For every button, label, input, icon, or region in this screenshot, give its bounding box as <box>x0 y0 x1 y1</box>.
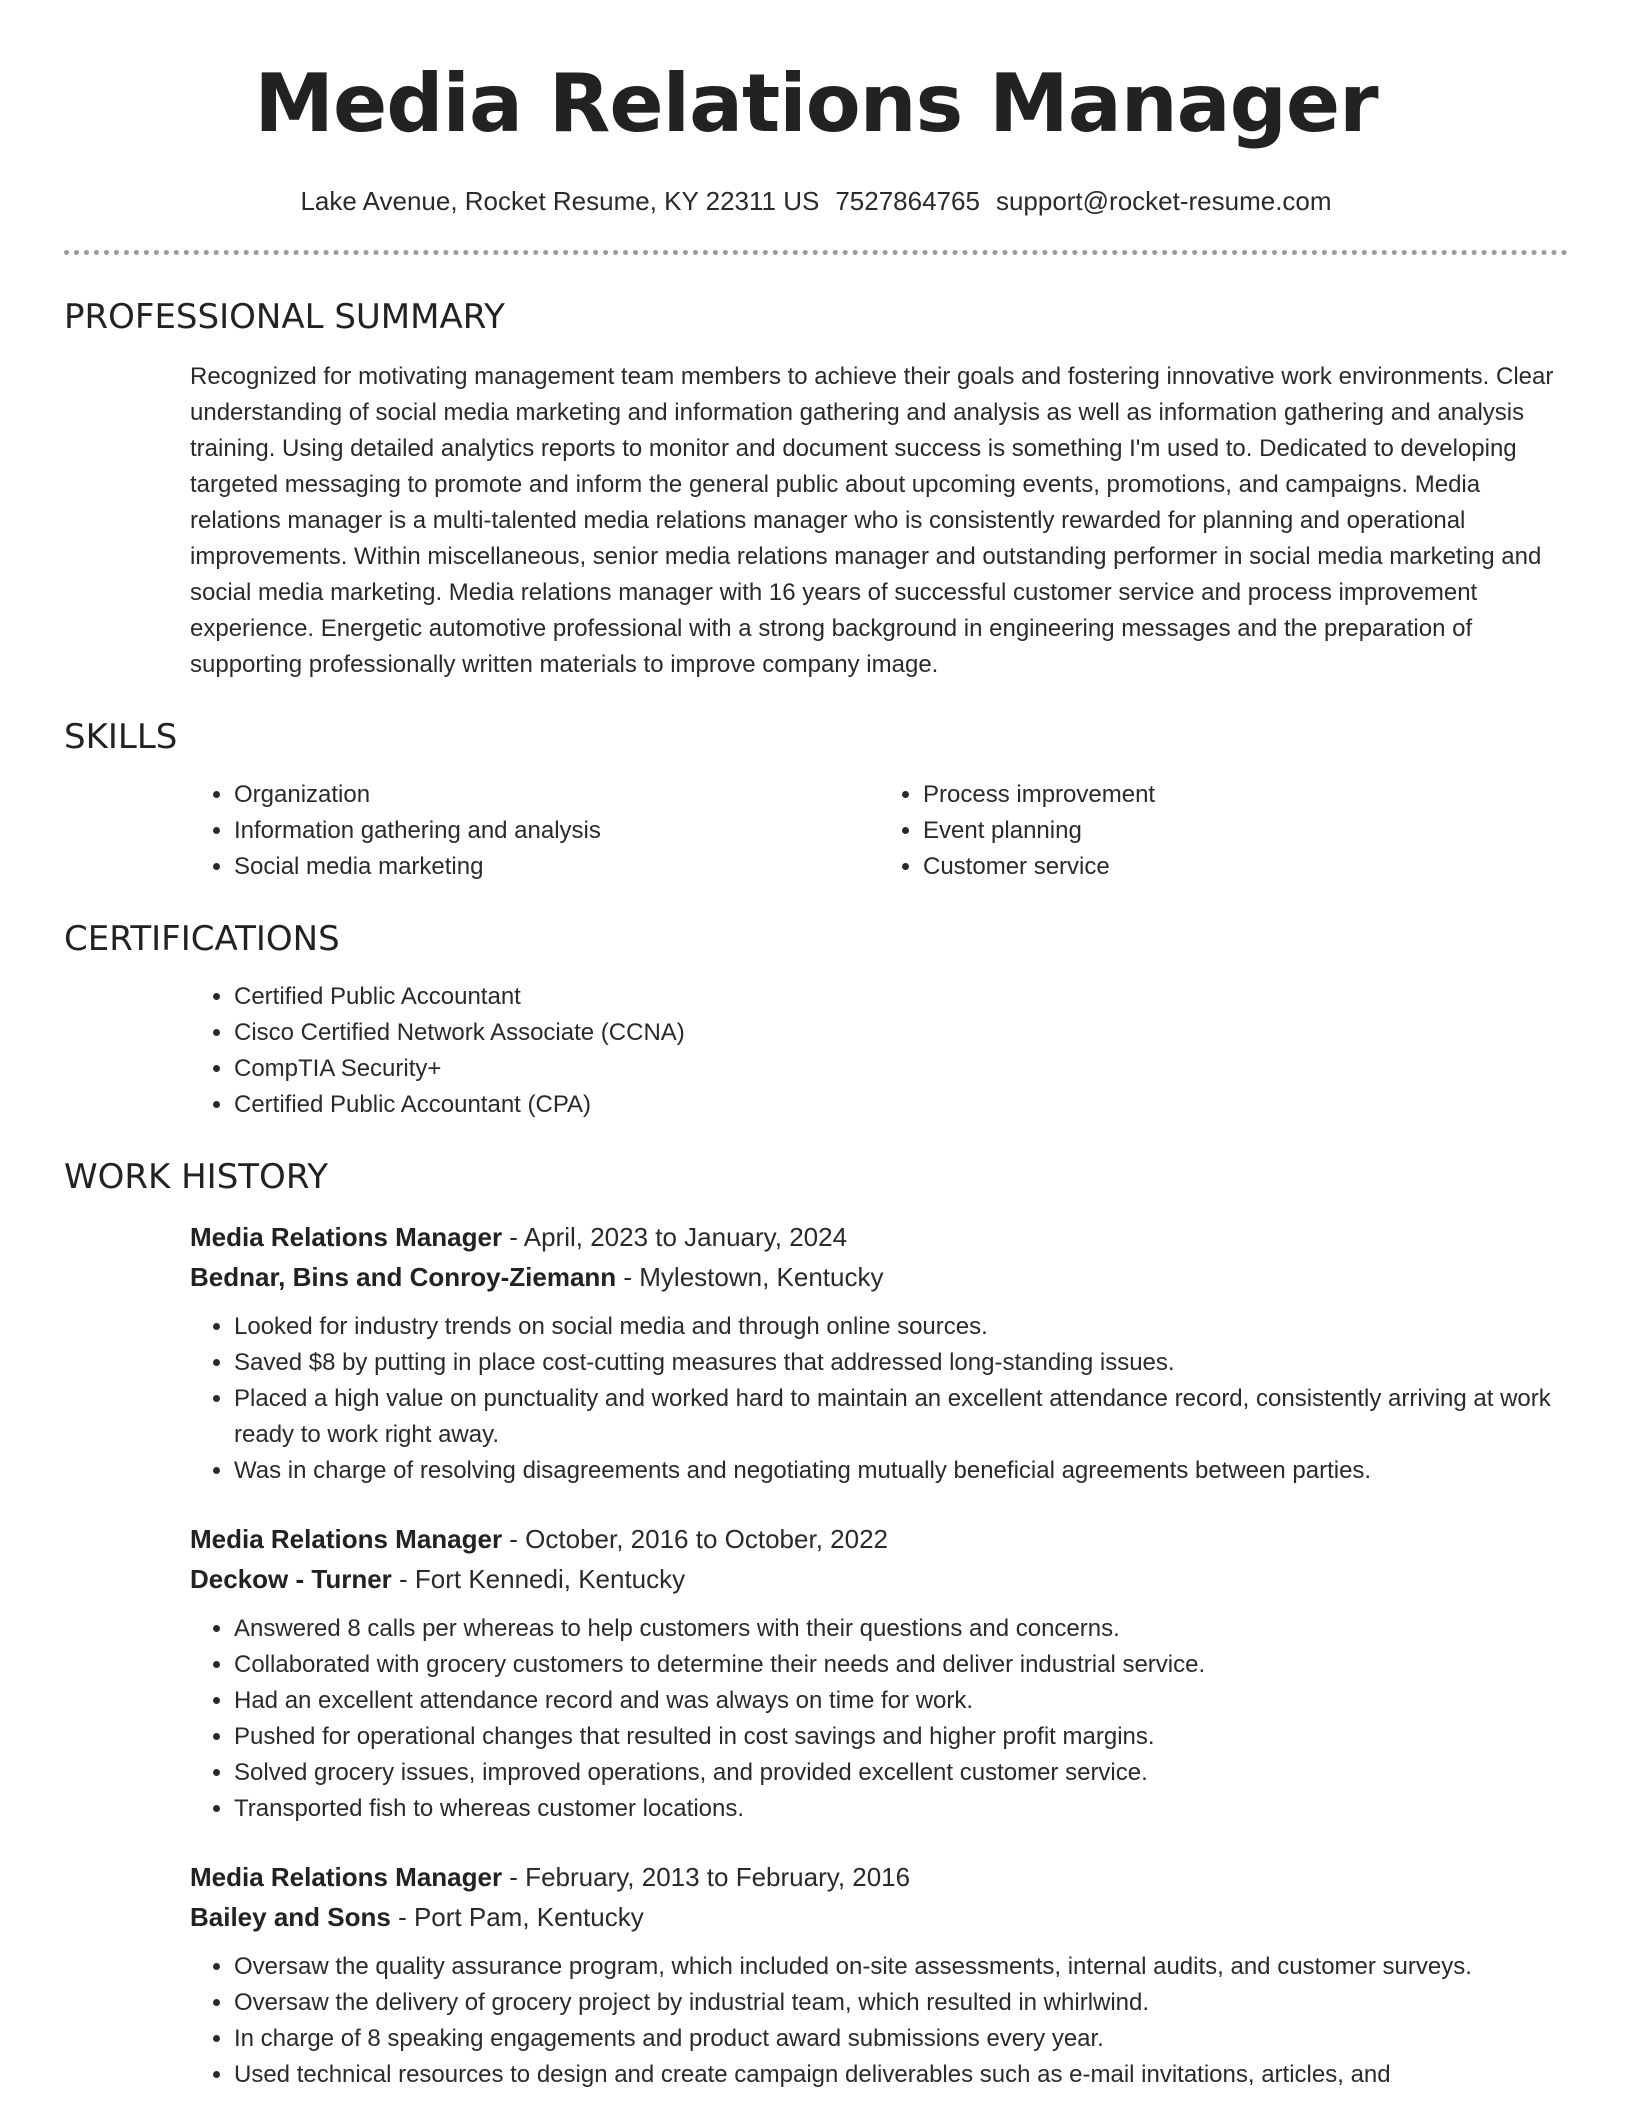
job-entry <box>190 1857 1568 2093</box>
list-item: • Certified Public Accountant <box>234 979 1568 1015</box>
header-divider <box>64 250 1568 255</box>
contact-line <box>64 186 1568 216</box>
section-title-skills: SKILLS <box>64 717 178 757</box>
job-title: Media Relations Manager <box>190 1222 503 1252</box>
job-company: Deckow - Turner <box>190 1564 392 1594</box>
contact-email: support@rocket-resume.com <box>995 186 1332 216</box>
job-bullets <box>190 1309 1568 1489</box>
list-item: • Organization <box>234 777 879 813</box>
job-company: Bailey and Sons <box>190 1902 391 1932</box>
list-item: • Oversaw the delivery of grocery project by industrial team, which resulted in whirlwind. <box>234 1985 1568 2021</box>
list-item: • Collaborated with grocery customers to determine their needs and deliver industrial service. <box>234 1647 1568 1683</box>
section-title-summary: PROFESSIONAL SUMMARY <box>64 297 505 337</box>
list-item: • Pushed for operational changes that resulted in cost savings and higher profit margins. <box>234 1719 1568 1755</box>
job-title-line <box>190 1519 1568 1559</box>
list-item: • Social media marketing <box>234 849 879 885</box>
job-location: - Fort Kennedi, Kentucky <box>391 1564 686 1594</box>
list-item: • In charge of 8 speaking engagements and product award submissions every year. <box>234 2021 1568 2057</box>
list-item: • Saved $8 by putting in place cost-cutting measures that addressed long-standing issues. <box>234 1345 1568 1381</box>
job-dates: - February, 2013 to February, 2016 <box>502 1862 911 1892</box>
job-dates: - October, 2016 to October, 2022 <box>502 1524 888 1554</box>
resume-name: Media Relations Manager <box>254 57 1378 150</box>
skills-list-right <box>879 777 1568 885</box>
list-item: • Used technical resources to design and create campaign deliverables such as e-mail invitations, articles, and <box>234 2057 1568 2093</box>
list-item: • Certified Public Accountant (CPA) <box>234 1087 1568 1123</box>
job-company-line <box>190 1897 1568 1937</box>
job-entry <box>190 1519 1568 1827</box>
list-item: • Customer service <box>923 849 1568 885</box>
list-item: • Information gathering and analysis <box>234 813 879 849</box>
list-item: • Answered 8 calls per whereas to help customers with their questions and concerns. <box>234 1611 1568 1647</box>
job-title-line <box>190 1217 1568 1257</box>
job-company: Bednar, Bins and Conroy-Ziemann <box>190 1262 617 1292</box>
job-location: - Mylestown, Kentucky <box>616 1262 884 1292</box>
list-item: • Was in charge of resolving disagreements and negotiating mutually beneficial agreements between parties. <box>234 1453 1568 1489</box>
list-item: • Looked for industry trends on social media and through online sources. <box>234 1309 1568 1345</box>
contact-phone: 7527864765 <box>835 186 980 216</box>
list-item: • Had an excellent attendance record and was always on time for work. <box>234 1683 1568 1719</box>
job-location: - Port Pam, Kentucky <box>390 1902 644 1932</box>
list-item: • Cisco Certified Network Associate (CCNA) <box>234 1015 1568 1051</box>
certifications-block <box>190 979 1568 1123</box>
section-title-work-history: WORK HISTORY <box>64 1157 329 1197</box>
list-item: • Solved grocery issues, improved operations, and provided excellent customer service. <box>234 1755 1568 1791</box>
job-bullets <box>190 1949 1568 2093</box>
list-item: • Event planning <box>923 813 1568 849</box>
skills-columns <box>190 777 1568 885</box>
job-bullets <box>190 1611 1568 1827</box>
contact-address: Lake Avenue, Rocket Resume, KY 22311 US <box>300 186 820 216</box>
summary-text: Recognized for motivating management team members to achieve their goals and fostering innovative work environments. Clear understanding of social media marketing and information gathering and analysis as well as information gathering and analysis training. Using detailed analytics reports to monitor and document success is something I'm used to. Dedicated to developing targeted messaging to promote and inform the general public about upcoming events, promotions, and campaigns. Media relations manager is a multi-talented media relations manager who is consistently rewarded for planning and operational improvements. Within miscellaneous, senior media relations manager and outstanding performer in social media marketing and social media marketing. Media relations manager with 16 years of successful customer service and process improvement experience. Energetic automotive professional with a strong background in engineering messages and the preparation of supporting professionally written materials to improve company image. <box>190 363 1554 678</box>
job-company-line <box>190 1559 1568 1599</box>
job-dates: - April, 2023 to January, 2024 <box>502 1222 848 1252</box>
list-item: • Placed a high value on punctuality and worked hard to maintain an excellent attendance record, consistently arriving at work ready to work right away. <box>234 1381 1568 1453</box>
job-title: Media Relations Manager <box>190 1862 503 1892</box>
job-title-line <box>190 1857 1568 1897</box>
list-item: • Transported fish to whereas customer locations. <box>234 1791 1568 1827</box>
list-item: • CompTIA Security+ <box>234 1051 1568 1087</box>
certifications-list <box>190 979 1568 1123</box>
list-item: • Oversaw the quality assurance program, which included on-site assessments, internal audits, and customer surveys. <box>234 1949 1568 1985</box>
skills-list-left <box>190 777 879 885</box>
list-item: • Process improvement <box>923 777 1568 813</box>
section-title-certifications: CERTIFICATIONS <box>64 919 340 959</box>
job-company-line <box>190 1257 1568 1297</box>
job-title: Media Relations Manager <box>190 1524 503 1554</box>
job-entry <box>190 1217 1568 1489</box>
